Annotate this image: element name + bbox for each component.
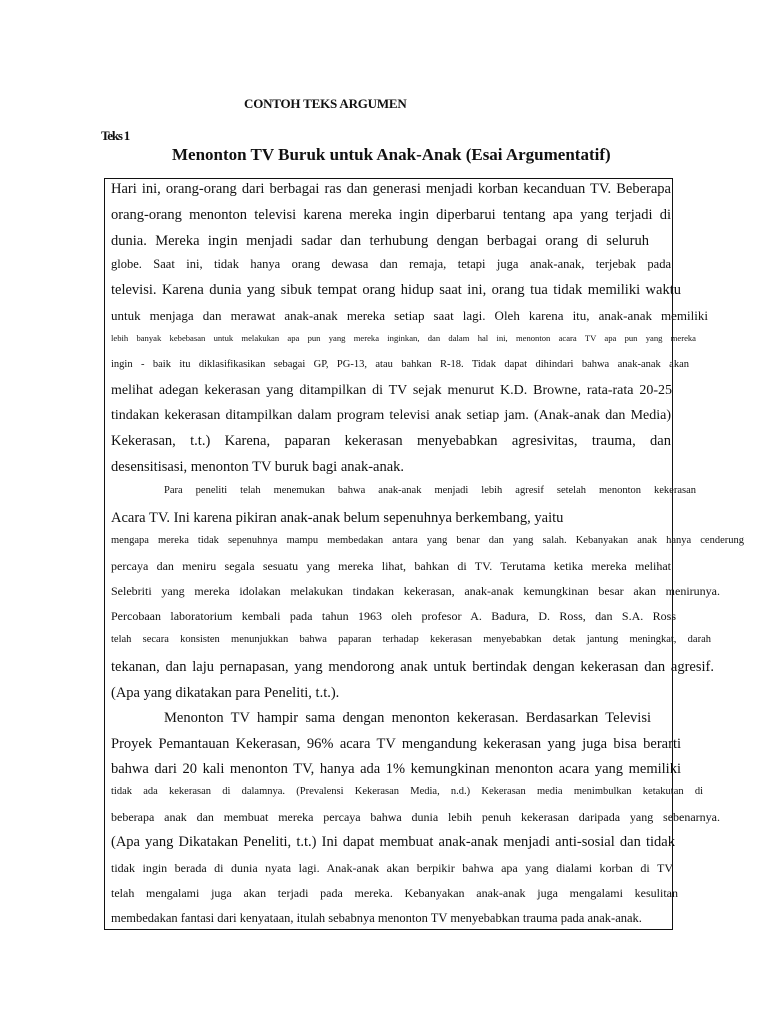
essay-line: (Apa yang dikatakan para Peneliti, t.t.). bbox=[111, 685, 340, 701]
essay-line: tindakan kekerasan ditampilkan dalam program televisi anak setiap jam. (Anak-anak dan Media) bbox=[111, 408, 671, 423]
essay-line: untuk menjaga dan merawat anak-anak mereka setiap saat lagi. Oleh karena itu, anak-anak memiliki bbox=[111, 308, 708, 323]
essay-line: Proyek Pemantauan Kekerasan, 96% acara TV mengandung kekerasan yang juga bisa berarti bbox=[111, 736, 681, 752]
essay-line: telah secara konsisten menunjukkan bahwa paparan terhadap kekerasan menyebabkan detak jantung meningkat, darah bbox=[111, 634, 711, 645]
essay-line: televisi. Karena dunia yang sibuk tempat orang hidup saat ini, orang tua tidak memiliki waktu bbox=[111, 282, 681, 298]
essay-line: lebih banyak kebebasan untuk melakukan apa pun yang mereka inginkan, dan dalam hal ini, menonton acara TV apa pun yang mereka bbox=[111, 333, 696, 343]
essay-line: membedakan fantasi dari kenyataan, itulah sebabnya menonton TV menyebabkan trauma pada anak-anak. bbox=[111, 911, 642, 925]
essay-line: desensitisasi, menonton TV buruk bagi anak-anak. bbox=[111, 459, 405, 475]
essay-line: tekanan, dan laju pernapasan, yang mendorong anak untuk bertindak dengan kekerasan dan agresif. bbox=[111, 659, 714, 675]
document-heading: CONTOH TEKS ARGUMEN bbox=[244, 96, 407, 111]
essay-line: Percobaan laboratorium kembali pada tahun 1963 oleh profesor A. Badura, D. Ross, dan S.A. Ross bbox=[111, 609, 676, 623]
essay-line: Hari ini, orang-orang dari berbagai ras dan generasi menjadi korban kecanduan TV. Beberapa bbox=[111, 181, 671, 197]
essay-line: Kekerasan, t.t.) Karena, paparan kekerasan menyebabkan agresivitas, trauma, dan bbox=[111, 433, 671, 449]
essay-line: melihat adegan kekerasan yang ditampilkan di TV sejak menurut K.D. Browne, rata-rata 20-25 bbox=[111, 383, 672, 398]
essay-title: Menonton TV Buruk untuk Anak-Anak (Esai Argumentatif) bbox=[172, 145, 611, 164]
essay-line: orang-orang menonton televisi karena mereka ingin diperbarui tentang apa yang terjadi di bbox=[111, 207, 671, 223]
essay-line: Menonton TV hampir sama dengan menonton kekerasan. Berdasarkan Televisi bbox=[164, 710, 651, 726]
essay-line: Selebriti yang mereka idolakan melakukan tindakan kekerasan, anak-anak kemungkinan besar akan menirunya. bbox=[111, 584, 720, 598]
essay-line: mengapa mereka tidak sepenuhnya mampu membedakan antara yang benar dan yang salah. Kebanyakan anak hanya cenderung bbox=[111, 535, 744, 546]
essay-line: tidak ingin berada di dunia nyata lagi. Anak-anak akan berpikir bahwa apa yang dialami korban di TV bbox=[111, 861, 673, 875]
essay-line: (Apa yang Dikatakan Peneliti, t.t.) Ini dapat membuat anak-anak menjadi anti-sosial dan tidak bbox=[111, 834, 675, 850]
essay-line: tidak ada kekerasan di dalamnya. (Prevalensi Kekerasan Media, n.d.) Kekerasan media menimbulkan ketakutan di bbox=[111, 786, 703, 797]
essay-line: percaya dan meniru segala sesuatu yang mereka lihat, bahkan di TV. Terutama ketika mereka melihat bbox=[111, 559, 671, 573]
essay-line: dunia. Mereka ingin menjadi sadar dan terhubung dengan berbagai orang di seluruh bbox=[111, 233, 649, 249]
essay-line: bahwa dari 20 kali menonton TV, hanya ada 1% kemungkinan menonton acara yang memiliki bbox=[111, 761, 681, 777]
essay-line: Para peneliti telah menemukan bahwa anak-anak menjadi lebih agresif setelah menonton kekerasan bbox=[164, 485, 696, 496]
essay-line: Acara TV. Ini karena pikiran anak-anak belum sepenuhnya berkembang, yaitu bbox=[111, 510, 564, 526]
essay-line: beberapa anak dan membuat mereka percaya bahwa dunia lebih penuh kekerasan daripada yang sebenarnya. bbox=[111, 810, 720, 824]
essay-line: telah mengalami juga akan terjadi pada mereka. Kebanyakan anak-anak juga mengalami kesulitan bbox=[111, 886, 678, 900]
essay-line: ingin - baik itu diklasifikasikan sebagai GP, PG-13, atau bahkan R-18. Tidak dapat dihindari bahwa anak-anak akan bbox=[111, 359, 689, 370]
essay-line: globe. Saat ini, tidak hanya orang dewasa dan remaja, tetapi juga anak-anak, terjebak pada bbox=[111, 257, 671, 271]
text-label: Teks 1 bbox=[101, 128, 130, 143]
